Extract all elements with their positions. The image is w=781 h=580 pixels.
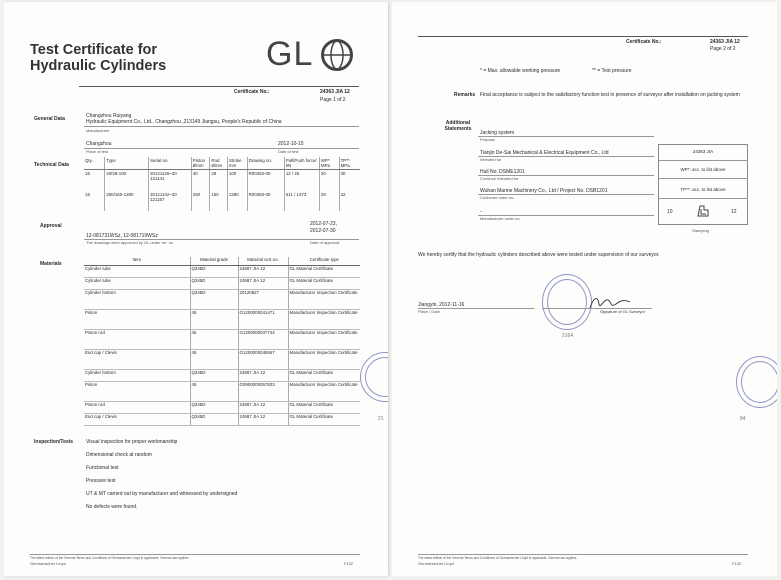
inspection-item: Visual inspection for proper workmanship xyxy=(86,439,178,445)
legend-tp: ** = Test pressure xyxy=(592,68,632,74)
stamp-right-number: 12 xyxy=(731,209,737,215)
stamping-tp: TP**: acc. to list above xyxy=(680,187,726,192)
table-cell: 24887 JIA 12 xyxy=(238,369,288,381)
table-cell: 45 xyxy=(190,309,238,329)
table-cell: 45 xyxy=(190,349,238,369)
table-cell: G1200000045567 xyxy=(238,349,288,369)
table-cell: Piston Ømm xyxy=(191,157,210,170)
table-cell: Cylinder tube xyxy=(84,265,190,277)
certificate-page-2 xyxy=(392,2,777,576)
signature-label: Signature of GL Surveyor xyxy=(600,309,645,314)
gl-seal-stamp xyxy=(360,352,388,402)
table-cell: WP* MPa xyxy=(319,157,339,170)
table-row xyxy=(84,170,360,191)
test-place: Changzhou xyxy=(86,141,112,147)
certificate-page-1 xyxy=(4,2,388,576)
table-cell: End cap / Clevis xyxy=(84,413,190,425)
footer-code: F132 xyxy=(732,561,742,566)
table-cell: 20 xyxy=(319,170,339,191)
footer-code: F132 xyxy=(344,561,354,566)
table-row xyxy=(84,349,360,369)
customer-order-value: - xyxy=(480,209,482,215)
table-cell: Certificate type xyxy=(288,257,360,265)
remarks-heading: Remarks xyxy=(454,92,476,98)
table-cell: GL Material Certificate xyxy=(288,369,360,381)
table-cell: 30 xyxy=(339,170,360,191)
table-row xyxy=(84,329,360,349)
table-row xyxy=(84,265,360,277)
place-date-label: Place / Date xyxy=(418,309,440,314)
technical-header-row xyxy=(84,157,360,170)
footer-terms: The latest edition of the General Terms and Conditions of Germanischer Lloyd is applicable. German law applies. xyxy=(30,556,190,560)
date-of-test-label: Date of test xyxy=(278,149,299,154)
table-cell: 250 xyxy=(191,191,210,211)
table-cell: Q345D xyxy=(190,413,238,425)
table-cell: 16 xyxy=(85,171,90,176)
table-cell: G0900000057833 xyxy=(238,381,288,401)
customer-order-label: Customer order no. xyxy=(480,195,515,200)
stamping-box xyxy=(658,144,748,225)
table-row xyxy=(84,369,360,381)
technical-data-heading: Technical Data xyxy=(34,162,69,168)
approval-date-2: 2012-07-30 xyxy=(310,228,336,234)
table-cell: 12 / 25 xyxy=(284,170,319,191)
continue-intended-label: Continue Intended for xyxy=(480,176,519,181)
approval-date-label: Date of approval xyxy=(310,240,340,245)
stamp-left-number: 10 xyxy=(667,209,673,215)
table-cell: 20121126~20 121141 xyxy=(149,170,192,191)
table-cell: Stroke mm xyxy=(227,157,247,170)
manufacturer-order-label: Manufacturer order no. xyxy=(480,216,521,221)
table-cell: R00393-00 xyxy=(247,191,284,211)
materials-table xyxy=(84,257,360,426)
certify-statement: We hereby certify that the hydraulic cylinders described above were tested under supervision of our surveyor. xyxy=(418,252,660,258)
table-cell: GL Material Certificate xyxy=(288,401,360,413)
stamping-cert: 24363 JIA xyxy=(692,149,714,154)
legend-wp: * = Max. allowable working pressure xyxy=(480,68,561,74)
general-data-heading: General Data xyxy=(34,116,65,122)
table-cell: Material cert.no. xyxy=(238,257,288,265)
table-cell: 45 xyxy=(190,329,238,349)
table-cell: Cylinder bottom xyxy=(84,369,190,381)
stamping-label: Stamping xyxy=(692,228,709,233)
page-number: Page 2 of 2 xyxy=(710,46,736,52)
table-cell: G1200000041471 xyxy=(238,309,288,329)
table-cell: 24887 JIA 12 xyxy=(238,277,288,289)
table-cell: Q345D xyxy=(190,289,238,309)
table-cell: Piston rod xyxy=(84,329,190,349)
remarks-text: Final acceptance is subject to the satisfactory function test in presence of surveyor after installation on jacking system xyxy=(480,92,740,98)
table-cell: 20121142~20 121157 xyxy=(149,191,192,211)
table-cell: 250/160-1280 xyxy=(105,191,149,211)
materials-header-row xyxy=(84,257,360,265)
intended-for-value: Tianjin De-Sai Mechanical & Electrical Equipment Co., Ltd xyxy=(480,150,609,156)
table-cell: 24887 JIA 12 xyxy=(238,265,288,277)
table-cell: Item xyxy=(84,257,190,265)
table-cell: Q345D xyxy=(190,277,238,289)
table-row xyxy=(84,309,360,329)
approval-drawings-label: The drawings were approved by GL under ref. no. xyxy=(86,240,175,245)
footer-org: Germanischer Lloyd xyxy=(30,561,66,566)
inspection-item: UT & MT carried out by manufacturer and witnessed by undersigned xyxy=(86,491,238,497)
gl-logo: GL xyxy=(266,36,356,72)
additional-statements-heading: Additional Statements xyxy=(444,120,472,132)
manufacturer-label: Manufacturer xyxy=(86,128,110,133)
footer-org: Germanischer Lloyd xyxy=(418,561,454,566)
table-cell: 24887 JIA 12 xyxy=(238,413,288,425)
table-row xyxy=(84,381,360,401)
approval-drawings: 12-081731WSz, 12-081719WSz xyxy=(86,233,158,239)
stamping-wp: WP*: acc. to list above xyxy=(680,167,726,172)
page-number: Page 1 of 2 xyxy=(320,97,346,103)
table-cell: GL Material Certificate xyxy=(288,277,360,289)
place-of-test-label: Place of test xyxy=(86,149,109,154)
table-cell: Pull/Push force/ kN xyxy=(284,157,319,170)
inspection-heading: Inspection/Tests xyxy=(34,439,74,445)
table-cell: 611 / 1373 xyxy=(284,191,319,211)
footer-terms: The latest edition of the General Terms and Conditions of Germanischer Lloyd is applicable. German law applies. xyxy=(418,556,578,560)
table-cell: TP** MPa xyxy=(339,157,360,170)
purpose-value: Jacking system xyxy=(480,130,515,136)
materials-heading: Materials xyxy=(40,261,62,267)
intended-for-label: Intended for xyxy=(480,157,502,162)
table-cell: Manufacturer Inspection Certificate xyxy=(288,349,360,369)
table-cell: GL Material Certificate xyxy=(288,265,360,277)
table-cell: Piston xyxy=(84,381,190,401)
technical-data-table xyxy=(84,157,360,211)
table-row xyxy=(84,277,360,289)
table-cell: Piston rod xyxy=(84,401,190,413)
table-cell: 42 xyxy=(339,191,360,211)
table-cell: Qty. xyxy=(84,157,105,170)
inspection-item: Dimensional check at random xyxy=(86,452,152,458)
gl-seal-stamp-edge xyxy=(736,356,777,408)
header-rule xyxy=(79,86,359,87)
table-cell: Cylinder tube xyxy=(84,277,190,289)
globe-logo-icon xyxy=(320,38,354,72)
table-cell: R00392-00 xyxy=(247,170,284,191)
table-cell: Q345D xyxy=(190,265,238,277)
table-row xyxy=(84,401,360,413)
table-cell: G1200000037744 xyxy=(238,329,288,349)
table-cell: 100 xyxy=(227,170,247,191)
certificate-no-label: Certificate No.: xyxy=(626,39,662,45)
table-cell: 40 xyxy=(191,170,210,191)
table-cell: 45 xyxy=(190,381,238,401)
table-cell: Serial no. xyxy=(149,157,192,170)
title-line-2: Hydraulic Cylinders xyxy=(30,58,167,74)
table-cell: 20120827 xyxy=(238,289,288,309)
table-cell: Manufacturer Inspection Certificate xyxy=(288,309,360,329)
edge-number: 21 xyxy=(378,416,384,422)
table-cell: GL Material Certificate xyxy=(288,413,360,425)
table-cell: 1280 xyxy=(227,191,247,211)
table-row xyxy=(84,289,360,309)
certificate-no-label: Certificate No.: xyxy=(234,89,270,95)
table-cell: Cylinder bottom xyxy=(84,289,190,309)
title-line-1: Test Certificate for xyxy=(30,42,158,58)
certificate-no: 24363 JIA 12 xyxy=(320,89,350,95)
table-cell: Type xyxy=(105,157,149,170)
table-cell: 24887 JIA 12 xyxy=(238,401,288,413)
gl-stamp-mark-icon xyxy=(695,203,711,219)
table-cell: Rod Ømm xyxy=(210,157,228,170)
table-cell: 28 xyxy=(319,191,339,211)
inspection-item: Pressure test xyxy=(86,478,116,484)
approval-date-1: 2012-07-23, xyxy=(310,221,337,227)
wuhan-project: Wuhan Marine Machinery Co., Ltd / Project No. DSB1201 xyxy=(480,188,608,194)
table-cell: 160 xyxy=(210,191,228,211)
table-cell: 16 xyxy=(85,191,90,197)
inspection-item: No defects were found. xyxy=(86,504,138,510)
table-cell: 40/28-100 xyxy=(105,170,149,191)
table-cell: Material grade xyxy=(190,257,238,265)
table-cell: Manufacturer Inspection Certificate xyxy=(288,329,360,349)
purpose-label: Purpose xyxy=(480,137,495,142)
manufacturer-name: Changzhou Ruiyang xyxy=(86,113,132,119)
approval-heading: Approval xyxy=(40,223,62,229)
gl-surveyor-seal xyxy=(542,274,592,330)
table-cell: Manufacturer Inspection Certificate xyxy=(288,381,360,401)
table-cell: End cap / Clevis xyxy=(84,349,190,369)
table-row xyxy=(84,413,360,425)
seal-number: 2164 xyxy=(562,333,574,339)
inspection-item: Functional test xyxy=(86,465,119,471)
table-cell: Manufacturer Inspection Certificate xyxy=(288,289,360,309)
place-date-value: Jiangyin, 2012-11-16 xyxy=(418,302,465,308)
table-cell: Q345D xyxy=(190,401,238,413)
table-cell: Q345D xyxy=(190,369,238,381)
table-cell: Piston xyxy=(84,309,190,329)
table-cell: Drawing no. xyxy=(247,157,284,170)
test-date: 2012-10-15 xyxy=(278,141,304,147)
table-cell: 28 xyxy=(210,170,228,191)
certificate-no: 24363 JIA 12 xyxy=(710,39,740,45)
edge-number: 84 xyxy=(740,416,746,422)
table-row xyxy=(84,191,360,211)
manufacturer-address: Hydraulic Equipment Co., Ltd., Changzhou ,213149 Jiangsu, People's Republic of China xyxy=(86,119,282,125)
hull-no: Hull No. DSME1201 xyxy=(480,169,525,175)
